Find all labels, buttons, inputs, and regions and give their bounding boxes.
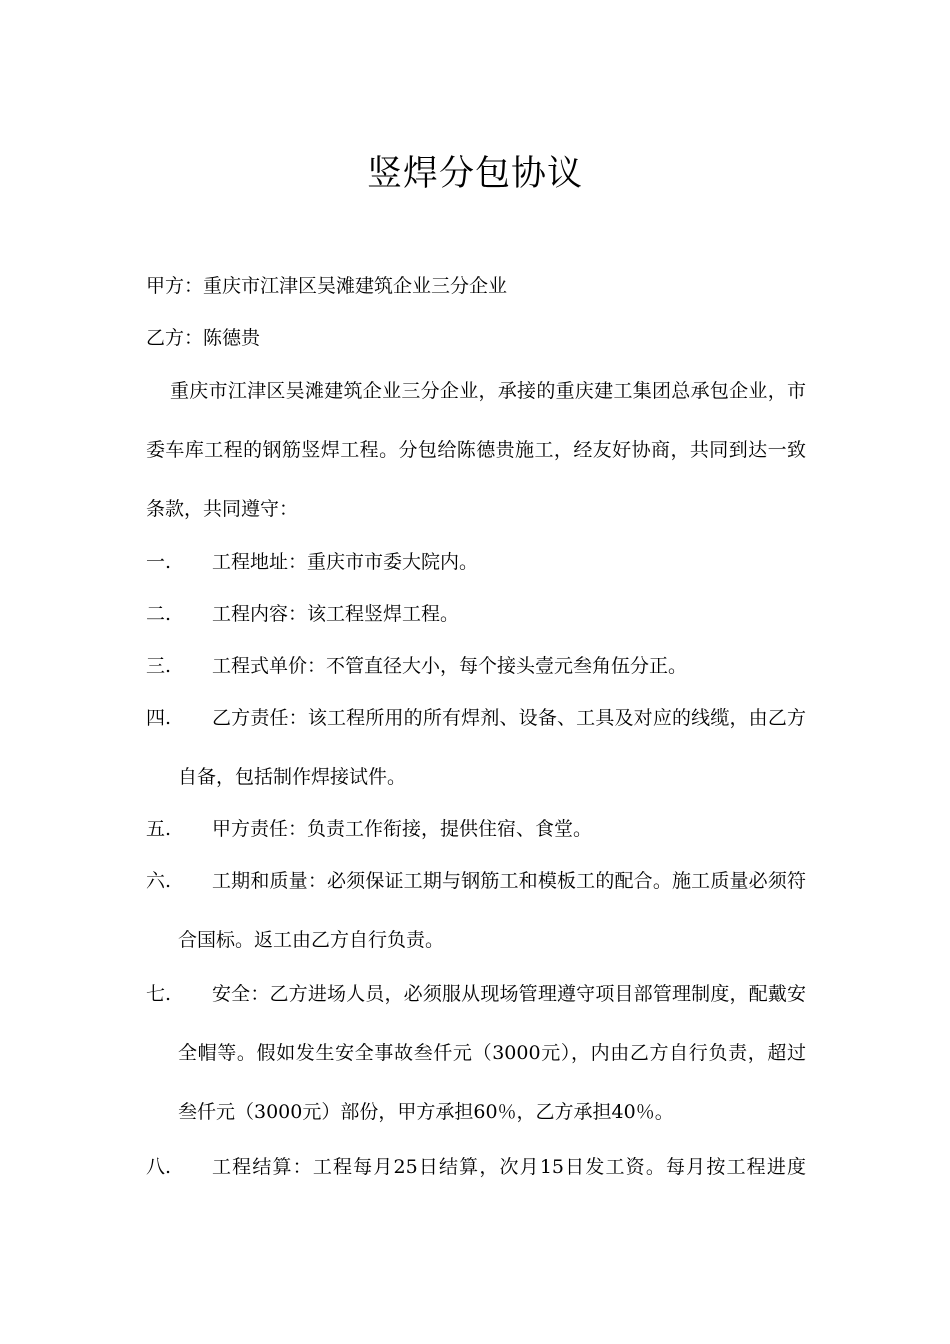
clause-4-number: 四. (146, 707, 172, 729)
clause-7-text-line-1: 安全：乙方进场人员，必须服从现场管理遵守项目部管理制度，配戴安 (212, 983, 806, 1005)
party-a: 甲方：重庆市江津区吴滩建筑企业三分企业 (146, 275, 508, 297)
document-title: 竖焊分包协议 (366, 154, 583, 194)
clause-2-number: 二. (146, 603, 172, 625)
clause-8-text-line-1: 工程结算：工程每月25日结算，次月15日发工资。每月按工程进度 (212, 1156, 806, 1178)
intro-line-2: 委车库工程的钢筋竖焊工程。分包给陈德贵施工，经友好协商，共同到达一致 (146, 439, 806, 461)
clause-4-text-line-1: 乙方责任：该工程所用的所有焊剂、设备、工具及对应的线缆，由乙方 (212, 707, 806, 729)
clause-6-number: 六. (146, 870, 172, 892)
intro-line-3: 条款，共同遵守： (146, 498, 299, 520)
clause-7-text-line-2: 全帽等。假如发生安全事故叁仟元（3000元），内由乙方自行负责，超过 (178, 1042, 806, 1064)
clause-8-number: 八. (146, 1156, 172, 1178)
clause-1-number: 一. (146, 551, 172, 573)
clause-5-number: 五. (146, 818, 172, 840)
party-b: 乙方：陈德贵 (146, 327, 261, 349)
clause-7-number: 七. (146, 983, 172, 1005)
clause-2-text: 工程内容：该工程竖焊工程。 (212, 603, 460, 625)
clause-6-text-line-2: 合国标。返工由乙方自行负责。 (178, 929, 445, 951)
clause-5-text: 甲方责任：负责工作衔接，提供住宿、食堂。 (212, 818, 593, 840)
clause-6-text-line-1: 工期和质量：必须保证工期与钢筋工和模板工的配合。施工质量必须符 (212, 870, 806, 892)
clause-4-text-line-2: 自备，包括制作焊接试件。 (178, 766, 407, 788)
clause-1-text: 工程地址：重庆市市委大院内。 (212, 551, 479, 573)
clause-3-number: 三. (146, 655, 172, 677)
clause-3-text: 工程式单价：不管直径大小，每个接头壹元叁角伍分正。 (212, 655, 688, 677)
clause-7-text-line-3: 叁仟元（3000元）部份，甲方承担60％，乙方承担40％。 (178, 1101, 674, 1123)
intro-line-1: 重庆市江津区吴滩建筑企业三分企业，承接的重庆建工集团总承包企业，市 (170, 380, 806, 402)
